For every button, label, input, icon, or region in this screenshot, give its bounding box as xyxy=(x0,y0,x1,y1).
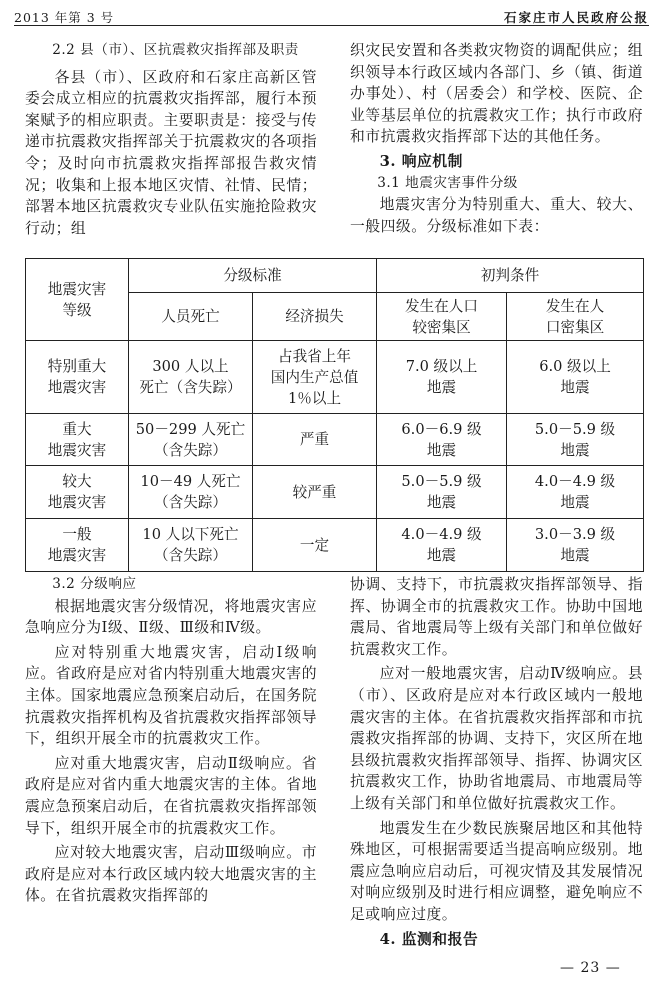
header-casualties: 人员死亡 xyxy=(129,293,253,341)
table-row xyxy=(26,414,644,466)
issue-label: 2013 年第 3 号 xyxy=(14,10,115,25)
section-3-2-paragraph-2: 应对特别重大地震灾害，启动Ⅰ级响应。省政府是应对省内特别重大地震灾害的主体。国家地震应急预案启动后，在国务院抗震救灾指挥机构及省抗震救灾指挥部领导下，组织开展全市的抗震救灾工作。 xyxy=(25,643,317,748)
left-column-bottom xyxy=(25,574,317,907)
section-2-2-body: 各县（市）、区政府和石家庄高新区管委会成立相应的抗震救灾指挥部，履行本预案赋予的相应职责。主要职责是：接受与传递市抗震救灾指挥部关于抗震救灾的各项指令；及时向市抗震救灾指挥部报告救灾情况；收集和上报本地区灾情、社情、民情；部署本地区抗震救灾专业队伍实施抢险救灾行动；组 xyxy=(25,68,317,237)
page-number: — 23 — xyxy=(560,960,621,976)
header-earthquake-level: 地震灾害 等级 xyxy=(26,259,129,341)
section-3-2-paragraph-5: 应对一般地震灾害，启动Ⅳ级响应。县（市）、区政府是应对本行政区域内一般地震灾害的主体。在省抗震救灾指挥部和市抗震救灾指挥部的协调、支持下，灾区所在地县级抗震救灾指挥部领导、指挥、协调灾区抗震救灾工作，协助省地震局、市地震局等上级有关部门和单位做好抗震救灾工作。 xyxy=(350,665,643,812)
cell-casualties: 10－49 人死亡 （含失踪） xyxy=(129,466,253,519)
section-3-2-paragraph-6: 地震发生在少数民族聚居地区和其他特殊地区，可根据需要适当提高响应级别。地震应急响应启动后，可视灾情及其发展情况对响应级别及时进行相应调整，避免响应不足或响应过度。 xyxy=(350,819,643,923)
table-row xyxy=(26,341,644,414)
earthquake-grading-table xyxy=(25,258,644,572)
cell-very-dense: 3.0－3.9 级 地震 xyxy=(507,519,644,572)
cell-dense: 6.0－6.9 级 地震 xyxy=(377,414,507,466)
header-initial-conditions: 初判条件 xyxy=(377,259,644,293)
section-3-2-paragraph-1: 根据地震灾害分级情况，将地震灾害应急响应分为Ⅰ级、Ⅱ级、Ⅲ级和Ⅳ级。 xyxy=(25,597,317,637)
cell-casualties: 50－299 人死亡 （含失踪） xyxy=(129,414,253,466)
cell-very-dense: 4.0－4.9 级 地震 xyxy=(507,466,644,519)
section-3-1-body: 地震灾害分为特别重大、重大、较大、一般四级。分级标准如下表： xyxy=(350,196,643,235)
section-3-2-paragraph-4-continued: 协调、支持下，市抗震救灾指挥部领导、指挥、协调全市的抗震救灾工作。协助中国地震局、省地震局等上级有关部门和单位做好抗震救灾工作。 xyxy=(350,576,643,658)
right-column-top xyxy=(350,40,643,237)
page-header xyxy=(14,4,649,26)
table-row xyxy=(26,466,644,519)
section-3-heading: 3. 响应机制 xyxy=(379,152,463,170)
cell-economic-loss: 占我省上年 国内生产总值 1％以上 xyxy=(253,341,377,414)
cell-dense: 7.0 级以上 地震 xyxy=(377,341,507,414)
cell-very-dense: 6.0 级以上 地震 xyxy=(507,341,644,414)
cell-economic-loss: 一定 xyxy=(253,519,377,572)
cell-dense: 4.0－4.9 级 地震 xyxy=(377,519,507,572)
header-rule xyxy=(14,25,649,26)
section-4-heading: 4. 监测和报告 xyxy=(379,930,479,948)
section-3-1-heading: 3.1 地震灾害事件分级 xyxy=(377,174,518,191)
publication-title: 石家庄市人民政府公报 xyxy=(503,10,649,25)
cell-level: 重大 地震灾害 xyxy=(26,414,129,466)
table-row xyxy=(26,519,644,572)
cell-casualties: 300 人以上 死亡（含失踪） xyxy=(129,341,253,414)
header-economic-loss: 经济损失 xyxy=(253,293,377,341)
section-2-2-body-continued: 织灾民安置和各类救灾物资的调配供应；组织领导本行政区域内各部门、乡（镇、街道办事处）、村（居委会）和学校、医院、企业等基层单位的抗震救灾工作；执行市政府和市抗震救灾指挥部下达的其他任务。 xyxy=(350,42,643,146)
header-grading-standard: 分级标准 xyxy=(129,259,377,293)
cell-level: 特别重大 地震灾害 xyxy=(26,341,129,414)
section-2-2-heading: 2.2 县（市）、区抗震救灾指挥部及职责 xyxy=(52,42,299,58)
cell-economic-loss: 严重 xyxy=(253,414,377,466)
left-column-top xyxy=(25,40,317,239)
cell-very-dense: 5.0－5.9 级 地震 xyxy=(507,414,644,466)
cell-casualties: 10 人以下死亡 （含失踪） xyxy=(129,519,253,572)
right-column-bottom xyxy=(350,574,643,950)
section-3-2-paragraph-3: 应对重大地震灾害，启动Ⅱ级响应。省政府是应对省内重大地震灾害的主体。省地震应急预案启动后，在省抗震救灾指挥部领导下，组织开展全市的抗震救灾工作。 xyxy=(25,754,317,837)
cell-economic-loss: 较严重 xyxy=(253,466,377,519)
section-3-2-heading: 3.2 分级响应 xyxy=(52,576,137,592)
cell-level: 一般 地震灾害 xyxy=(26,519,129,572)
header-dense-area: 发生在人口 较密集区 xyxy=(377,293,507,341)
header-very-dense-area: 发生在人 口密集区 xyxy=(507,293,644,341)
cell-level: 较大 地震灾害 xyxy=(26,466,129,519)
cell-dense: 5.0－5.9 级 地震 xyxy=(377,466,507,519)
section-3-2-paragraph-4: 应对较大地震灾害，启动Ⅲ级响应。市政府是应对本行政区域内较大地震灾害的主体。在省抗震救灾指挥部的 xyxy=(25,844,317,905)
